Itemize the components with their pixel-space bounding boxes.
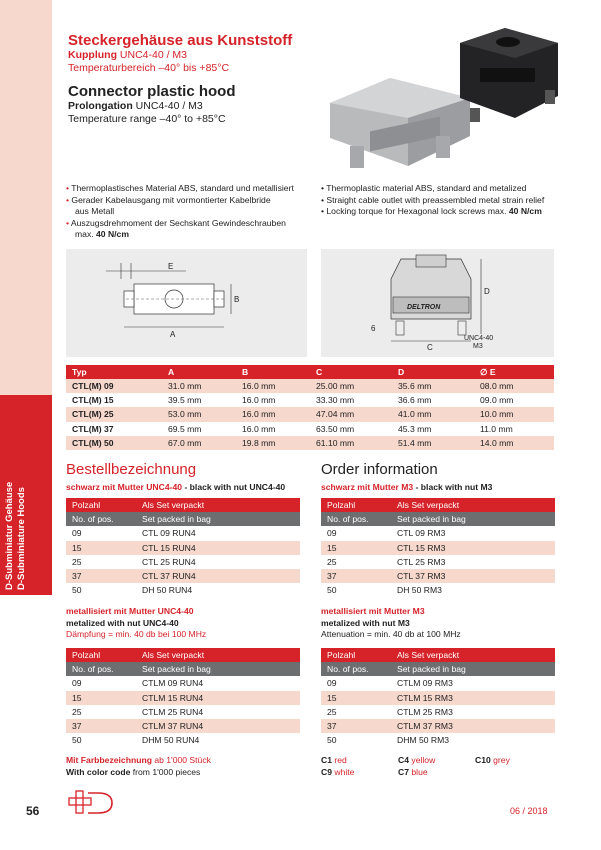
de-coupling: Kupplung UNC4-40 / M3 (68, 49, 188, 61)
color-item: C1 red (321, 755, 347, 765)
order-header-en: No. of pos. Set packed in bag (321, 512, 555, 526)
color-item: C10 grey (475, 755, 510, 765)
table-row: 25 CTLM 25 RM3 (327, 706, 453, 717)
table-row: 09 CTLM 09 RUN4 (72, 678, 204, 689)
table-row: 25 CTL 25 RM3 (327, 556, 446, 567)
feature-de-1: • Thermoplastisches Material ABS, standard und metallisiert (66, 183, 294, 193)
color-item: C4 yellow (398, 755, 436, 765)
dims-header-row (66, 365, 554, 379)
label-c: C (427, 343, 433, 352)
color-item: C9 white (321, 767, 355, 777)
color-code-list (321, 755, 561, 779)
product-photo (320, 18, 560, 178)
feature-en-2: • Straight cable outlet with preassembled metal strain relief (321, 194, 545, 205)
de-title: Steckergehäuse aus Kunststoff (68, 32, 293, 49)
order-table-metal-m3 (321, 648, 555, 747)
feature-en-1: • Thermoplastic material ABS, standard and metalized (321, 183, 527, 193)
drawing-front-view (321, 249, 554, 357)
feature-de-3b: max. 40 N/cm (75, 229, 129, 239)
features-en (321, 183, 561, 218)
color-code-note: Mit Farbbezeichnung ab 1'000 Stück With color code from 1'000 pieces (66, 755, 211, 777)
dims-header-b: B (236, 365, 310, 379)
header-en (68, 83, 318, 126)
table-row: CTL(M) 09 31.0 mm 16.0 mm 25.00 mm 35.6 mm 08.0 mm (66, 379, 554, 393)
brand-label: DELTRON (407, 304, 441, 311)
order-sub-right: schwarz mit Mutter M3 - black with nut M3 (321, 482, 493, 492)
header-de (68, 32, 318, 75)
table-row: 09 CTL 09 RUN4 (72, 528, 196, 539)
thread-m3: M3 (473, 343, 483, 350)
label-b: B (234, 295, 240, 304)
dims-header-d: D (392, 365, 474, 379)
table-row: 37 CTLM 37 RM3 (321, 719, 555, 733)
metalized-right-info: metallisiert mit Mutter M3 metalized with nut M3 Attenuation = min. 40 db at 100 MHz (321, 606, 461, 639)
table-row: CTL(M) 50 67.0 mm 19.8 mm 61.10 mm 51.4 mm 14.0 mm (66, 436, 554, 450)
order-table-black-unc (66, 498, 300, 597)
label-6: 6 (371, 324, 376, 333)
table-row: 25 CTLM 25 RUN4 (72, 706, 204, 717)
table-row: 15 CTL 15 RM3 (321, 541, 555, 555)
dims-header-e: ∅ E (474, 365, 554, 379)
label-e: E (168, 262, 174, 271)
metalized-left-info: metallisiert mit Mutter UNC4-40 metalized with nut UNC4-40 Dämpfung = min. 40 db bei 100 MHz (66, 606, 207, 639)
en-title: Connector plastic hood (68, 83, 236, 100)
drawing-top-view (66, 249, 307, 357)
table-row: 15 CTLM 15 RM3 (321, 691, 555, 705)
table-row: 09 CTL 09 RM3 (327, 528, 446, 539)
order-header-de: Polzahl Als Set verpackt (321, 648, 555, 662)
table-row: 50 DHM 50 RUN4 (72, 735, 200, 746)
table-row: 37 CTLM 37 RUN4 (66, 719, 300, 733)
order-header-de: Polzahl Als Set verpackt (66, 648, 300, 662)
order-table-metal-unc (66, 648, 300, 747)
order-header-de: Polzahl Als Set verpackt (66, 498, 300, 512)
thread-unc: UNC4-40 (464, 335, 494, 342)
order-header-en: No. of pos. Set packed in bag (66, 662, 300, 676)
table-row: 50 DH 50 RUN4 (72, 585, 193, 596)
dims-header-c: C (310, 365, 392, 379)
dims-header-a: A (162, 365, 236, 379)
sidebar-label (4, 390, 28, 590)
table-row: CTL(M) 15 39.5 mm 16.0 mm 33.30 mm 36.6 mm 09.0 mm (66, 393, 554, 407)
order-title-de: Bestellbezeichnung (66, 461, 197, 478)
label-a: A (170, 330, 176, 339)
table-row: 15 CTLM 15 RUN4 (66, 691, 300, 705)
table-row: 50 DH 50 RM3 (327, 585, 442, 596)
table-row: 37 CTL 37 RUN4 (66, 569, 300, 583)
order-title-en: Order information (321, 461, 438, 478)
color-item: C7 blue (398, 767, 428, 777)
feature-en-3: • Locking torque for Hexagonal lock screws max. 40 N/cm (321, 206, 542, 216)
page-number: 56 (26, 804, 40, 818)
order-header-en: No. of pos. Set packed in bag (66, 512, 300, 526)
feature-de-2: • Gerader Kabelausgang mit vormontierter Kabelbride (66, 194, 271, 205)
feature-de-2b: aus Metall (75, 206, 115, 216)
dimensions-table (66, 365, 554, 450)
sidebar-label-de: D-Subminiatur Gehäuse (4, 481, 15, 590)
date: 06 / 2018 (510, 806, 548, 816)
en-temp: Temperature range –40° to +85°C (68, 113, 226, 125)
label-d: D (484, 287, 490, 296)
logo-icon (66, 789, 116, 817)
feature-de-3: • Auszugsdrehmoment der Sechskant Gewindeschrauben (66, 217, 286, 228)
sidebar-label-en: D-Subminiature Hoods (16, 487, 27, 590)
table-row: CTL(M) 25 53.0 mm 16.0 mm 47.04 mm 41.0 mm 10.0 mm (66, 407, 554, 421)
table-row: 37 CTL 37 RM3 (321, 569, 555, 583)
order-sub-left: schwarz mit Mutter UNC4-40 - black with nut UNC4-40 (66, 482, 286, 492)
table-row: 25 CTL 25 RUN4 (72, 556, 196, 567)
order-table-black-m3 (321, 498, 555, 597)
sidebar (0, 0, 52, 850)
dims-header-typ: Typ (66, 365, 162, 379)
table-row: CTL(M) 37 69.5 mm 16.0 mm 63.50 mm 45.3 mm 11.0 mm (66, 422, 554, 436)
table-row: 50 DHM 50 RM3 (327, 735, 450, 746)
features-de (66, 183, 316, 241)
sidebar-top-band (0, 0, 52, 395)
order-header-en: No. of pos. Set packed in bag (321, 662, 555, 676)
table-row: 15 CTL 15 RUN4 (66, 541, 300, 555)
order-header-de: Polzahl Als Set verpackt (321, 498, 555, 512)
en-prolong: Prolongation UNC4-40 / M3 (68, 100, 203, 112)
table-row: 09 CTLM 09 RM3 (327, 678, 453, 689)
de-temp: Temperaturbereich –40° bis +85°C (68, 62, 230, 74)
